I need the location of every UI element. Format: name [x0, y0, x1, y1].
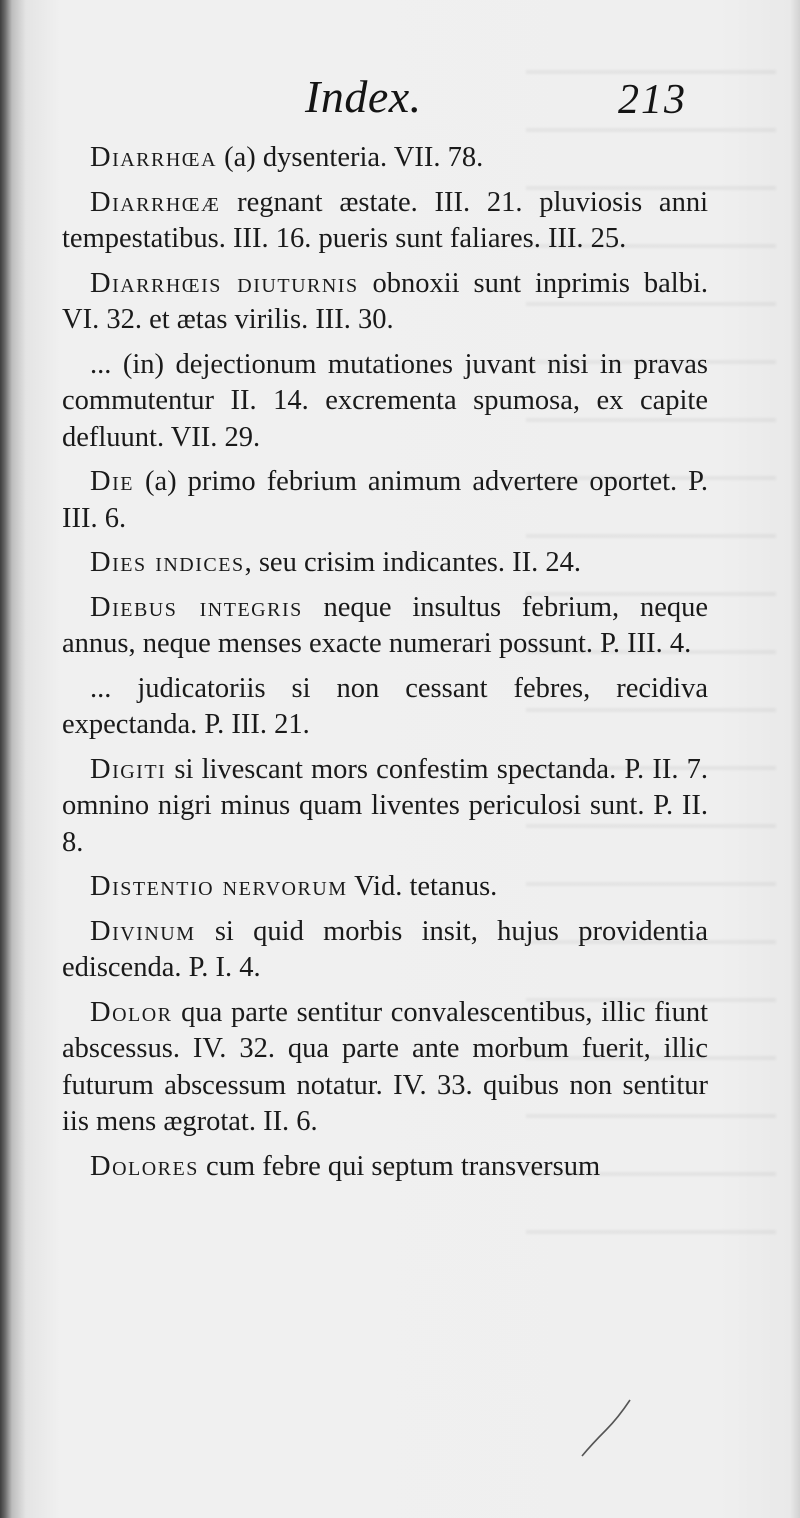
entry-text: cum febre qui septum transversum: [198, 1150, 601, 1182]
running-title: Index.: [305, 71, 422, 122]
entry-text: Vid. tetanus.: [347, 871, 498, 902]
entry-headword: Die: [90, 466, 134, 497]
entry-text: (a) dysenteria. VII. 78.: [217, 142, 484, 173]
entry-text: qua parte sentitur convalescentibus, illic fiunt abscessus. IV. 32. qua parte ante morbum fuerit, illic futurum abscessum notatur. IV. 33. quibus non sentitur iis mens ægrotat. II. 6.: [62, 996, 708, 1137]
entry-text: regnant æstate. III. 21. pluviosis anni tempestatibus. III. 16. pueris sunt faliares. III. 25.: [62, 186, 708, 254]
index-entries: [62, 140, 708, 1193]
entry-text: (a) primo febrium animum advertere oportet. P. III. 6.: [62, 466, 708, 534]
entry-headword: Diarrhœis diuturnis: [90, 267, 359, 299]
entry-text: ... judicatoriis si non cessant febres, recidiva expectanda. P. III. 21.: [62, 672, 708, 740]
page-number: 213: [618, 77, 687, 123]
page-header: [0, 60, 800, 140]
entry-text: obnoxii sunt inprimis balbi. VI. 32. et ætas virilis. III. 30.: [62, 267, 708, 335]
entry-headword: Diarrhœæ: [90, 186, 221, 218]
index-entry: [62, 671, 708, 744]
index-entry: [62, 1149, 708, 1186]
index-entry: [62, 185, 708, 258]
entry-headword: Digiti: [90, 753, 167, 785]
index-entry: [62, 266, 708, 339]
entry-text: , seu crisim indicantes. II. 24.: [244, 547, 581, 578]
index-entry: [62, 752, 708, 862]
index-entry: [62, 347, 708, 457]
index-entry: [62, 590, 708, 663]
page-edge-shade: [790, 0, 800, 1518]
index-entry: [62, 140, 708, 177]
entry-text: si quid morbis insit, hujus providentia ediscenda. P. I. 4.: [62, 915, 708, 983]
entry-text: si livescant mors confestim spectanda. P. II. 7. omnino nigri minus quam liventes periculosi sunt. P. II. 8.: [62, 753, 708, 858]
entry-headword: Diebus integris: [90, 591, 303, 623]
entry-headword: Divinum: [90, 915, 196, 947]
index-entry: [62, 869, 708, 906]
entry-headword: Diarrhœa: [90, 142, 218, 173]
entry-headword: Dolor: [90, 996, 173, 1028]
entry-headword: Distentio nervorum: [90, 871, 348, 902]
entry-headword: Dolores: [90, 1150, 199, 1182]
index-entry: [62, 464, 708, 537]
index-entry: [62, 995, 708, 1141]
pencil-mark: [578, 1398, 634, 1460]
index-entry: [62, 545, 708, 582]
entry-headword: Dies indices: [90, 547, 245, 578]
index-entry: [62, 914, 708, 987]
entry-text: ... (in) dejectionum mutationes juvant nisi in pravas commutentur II. 14. excrementa spumosa, ex capite defluunt. VII. 29.: [62, 348, 708, 453]
entry-text: neque insultus febrium, neque annus, neque menses exacte numerari possunt. P. III. 4.: [62, 591, 708, 659]
